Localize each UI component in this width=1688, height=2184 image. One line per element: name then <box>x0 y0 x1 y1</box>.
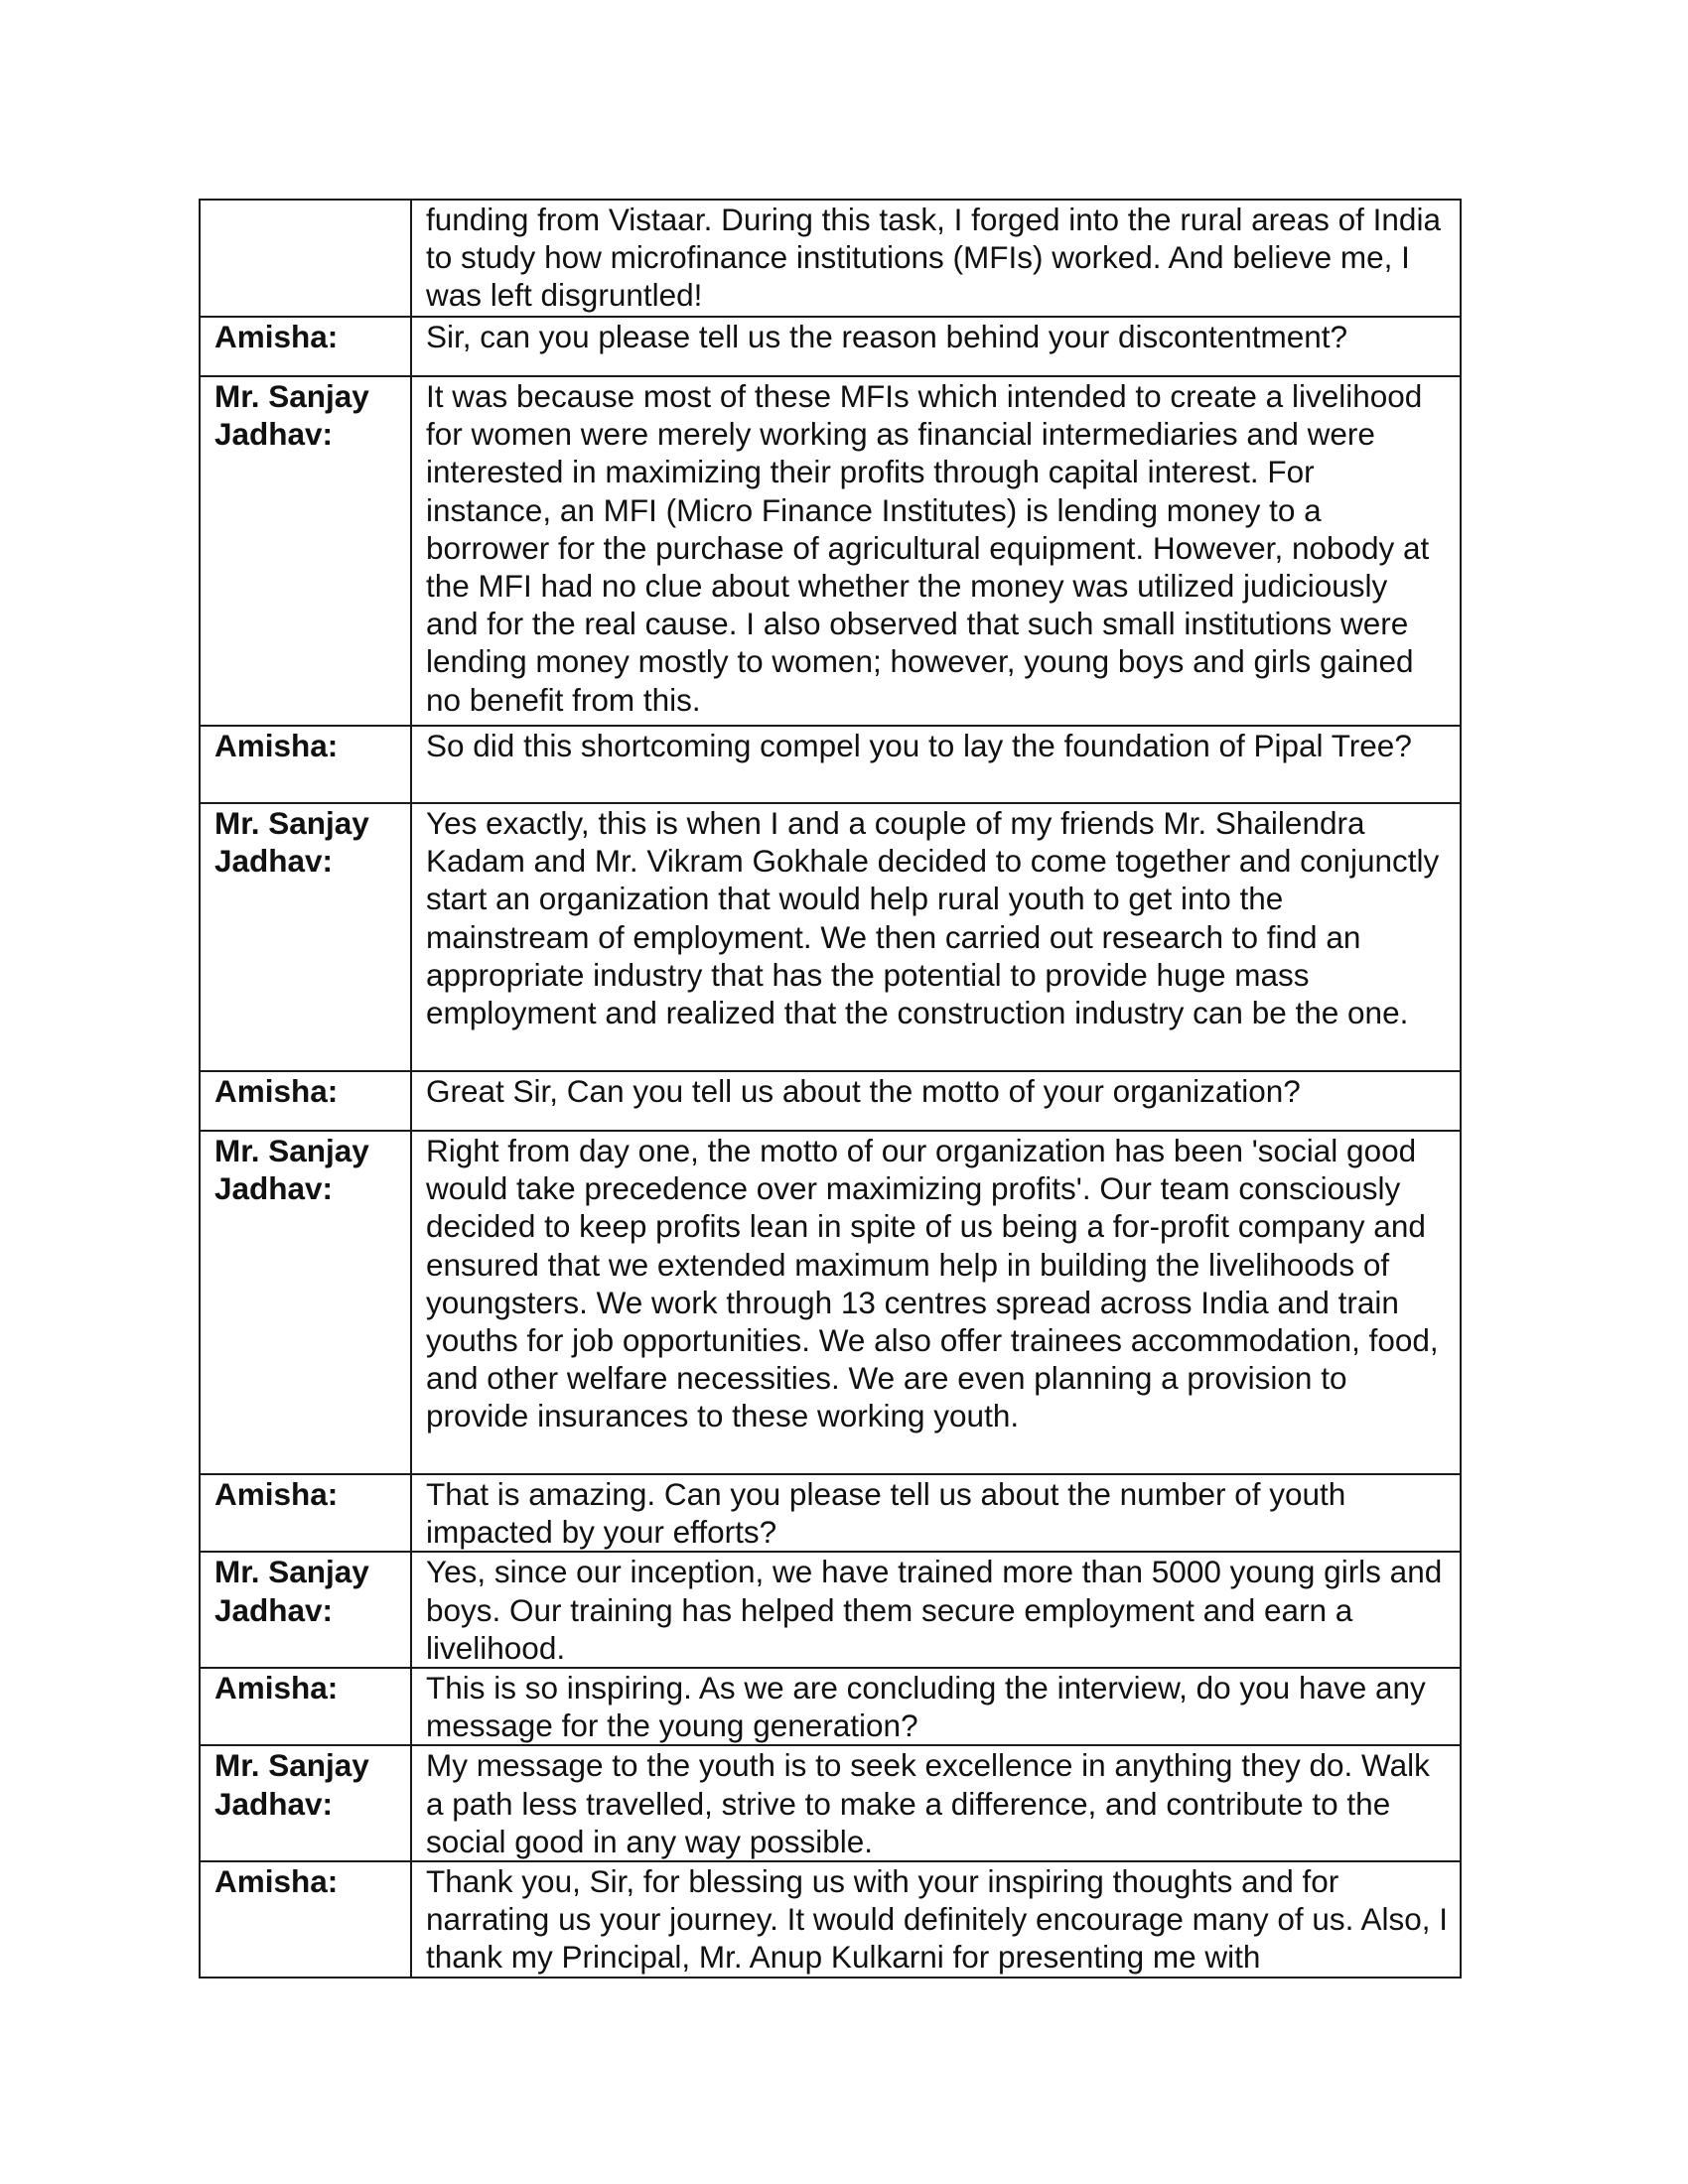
table-row <box>200 1552 1461 1668</box>
speaker-cell <box>200 200 411 317</box>
dialogue-cell: Sir, can you please tell us the reason behind your discontentment? <box>411 317 1461 376</box>
table-row <box>200 1668 1461 1745</box>
table-row <box>200 200 1461 317</box>
table-row <box>200 1071 1461 1131</box>
interview-table <box>199 199 1462 1979</box>
dialogue-cell: funding from Vistaar. During this task, I forged into the rural areas of India to study how microfinance institutions (MFIs) worked. And believe me, I was left disgruntled! <box>411 200 1461 317</box>
dialogue-cell: Great Sir, Can you tell us about the motto of your organization? <box>411 1071 1461 1131</box>
table-row <box>200 1131 1461 1474</box>
table-row <box>200 726 1461 803</box>
speaker-cell: Amisha: <box>200 1861 411 1978</box>
table-row <box>200 317 1461 376</box>
dialogue-cell: This is so inspiring. As we are concluding the interview, do you have any message for the young generation? <box>411 1668 1461 1745</box>
dialogue-cell: Right from day one, the motto of our organization has been 'social good would take precedence over maximizing profits'. Our team consciously decided to keep profits lean in spite of us being a for-profit company and ensured that we extended maximum help in building the livelihoods of youngsters. We work through 13 centres spread across India and train youths for job opportunities. We also offer trainees accommodation, food, and other welfare necessities. We are even planning a provision to provide insurances to these working youth. <box>411 1131 1461 1474</box>
speaker-cell: Amisha: <box>200 1668 411 1745</box>
table-row <box>200 1745 1461 1861</box>
speaker-cell: Mr. Sanjay Jadhav: <box>200 1745 411 1861</box>
dialogue-cell: Thank you, Sir, for blessing us with your inspiring thoughts and for narrating us your journey. It would definitely encourage many of us. Also, I thank my Principal, Mr. Anup Kulkarni for presenting me with <box>411 1861 1461 1978</box>
speaker-cell: Mr. Sanjay Jadhav: <box>200 803 411 1071</box>
table-row <box>200 376 1461 726</box>
speaker-cell: Mr. Sanjay Jadhav: <box>200 376 411 726</box>
dialogue-cell: Yes, since our inception, we have trained more than 5000 young girls and boys. Our training has helped them secure employment and earn a livelihood. <box>411 1552 1461 1668</box>
table-row <box>200 803 1461 1071</box>
dialogue-cell: That is amazing. Can you please tell us about the number of youth impacted by your efforts? <box>411 1474 1461 1552</box>
speaker-cell: Mr. Sanjay Jadhav: <box>200 1552 411 1668</box>
speaker-cell: Amisha: <box>200 1474 411 1552</box>
dialogue-cell: My message to the youth is to seek excellence in anything they do. Walk a path less travelled, strive to make a difference, and contribute to the social good in any way possible. <box>411 1745 1461 1861</box>
table-row <box>200 1474 1461 1552</box>
dialogue-cell: Yes exactly, this is when I and a couple of my friends Mr. Shailendra Kadam and Mr. Vikram Gokhale decided to come together and conjunctly start an organization that would help rural youth to get into the mainstream of employment. We then carried out research to find an appropriate industry that has the potential to provide huge mass employment and realized that the construction industry can be the one. <box>411 803 1461 1071</box>
table-row <box>200 1861 1461 1978</box>
speaker-cell: Amisha: <box>200 317 411 376</box>
dialogue-cell: So did this shortcoming compel you to lay the foundation of Pipal Tree? <box>411 726 1461 803</box>
dialogue-cell: It was because most of these MFIs which intended to create a livelihood for women were merely working as financial intermediaries and were interested in maximizing their profits through capital interest. For instance, an MFI (Micro Finance Institutes) is lending money to a borrower for the purchase of agricultural equipment. However, nobody at the MFI had no clue about whether the money was utilized judiciously and for the real cause. I also observed that such small institutions were lending money mostly to women; however, young boys and girls gained no benefit from this. <box>411 376 1461 726</box>
speaker-cell: Mr. Sanjay Jadhav: <box>200 1131 411 1474</box>
speaker-cell: Amisha: <box>200 726 411 803</box>
speaker-cell: Amisha: <box>200 1071 411 1131</box>
